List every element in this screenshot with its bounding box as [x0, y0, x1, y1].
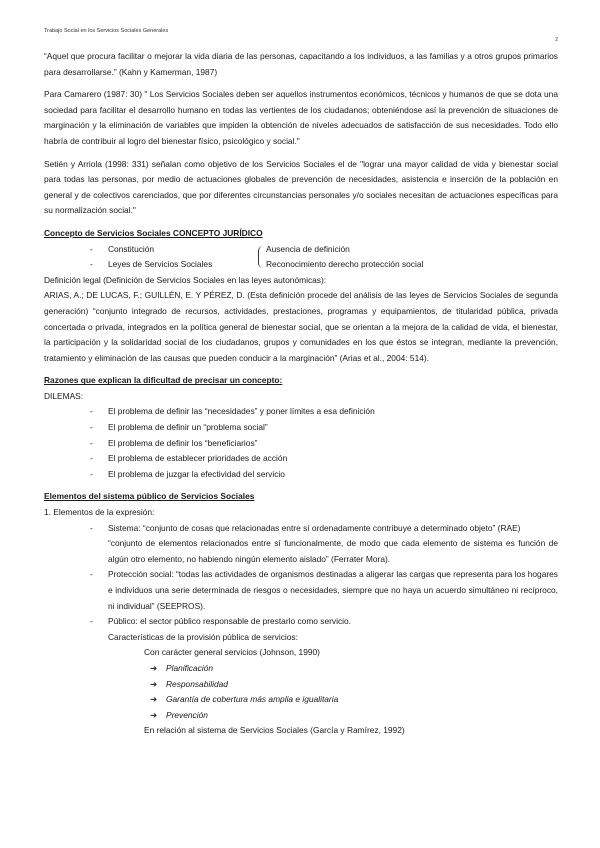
list-item: - El problema de definir los “beneficiarios”	[44, 436, 558, 452]
concepto-right-ausencia: Ausencia de definición	[266, 243, 350, 254]
arrow-right-icon: ➔	[150, 678, 158, 689]
elementos-list	[44, 521, 558, 646]
arrow-right-icon: ➔	[150, 709, 158, 720]
concepto-item-leyes: - Leyes de Servicios Sociales	[44, 257, 254, 273]
sistema-def-rae: Sistema: “conjunto de cosas que relacionadas entre sí ordenadamente contribuye a determinado objeto” (RAE)	[108, 522, 521, 533]
elemento-sistema	[44, 521, 558, 568]
page-number: 2	[555, 37, 558, 43]
list-item: - El problema de juzgar la efectividad del servicio	[44, 467, 558, 483]
publico-text: Público: el sector público responsable de prestarlo como servicio.	[108, 616, 351, 627]
arrow-right-icon: ➔	[150, 662, 158, 673]
paragraph-setien: Setién y Arriola (1998: 331) señalan como objetivo de los Servicios Sociales el de "lograr una mayor calidad de vida y bienestar social para todas las personas, por medio de actuaciones globales de prevención de necesidades, asistencia e inserción de la población en general y de colectivos carenciados, que por diferentes circunstancias personales y/o sociales necesitan de actuaciones específicas para su normalización social."	[44, 158, 558, 216]
dilemas-list	[44, 404, 558, 482]
list-item: ➔ Responsabilidad	[44, 677, 558, 693]
list-item: ➔ Prevención	[44, 708, 558, 724]
paragraph-arias: ARIAS, A.; DE LUCAS, F.; GUILLÉN, E. Y PÉREZ, D. (Esta definición procede del análisis de las leyes de Servicios Sociales de segunda generación) “conjunto integrado de recursos, actividades, prestaciones, programas y equipamientos, de titularidad pública, privada concertada o privada, integrados en la política general de bienestar social, que se orientan a la mejora de la calidad de vida, el bienestar, la participación y la solidaridad social de los ciudadanos, grupos y comunidades en los que éstos se integran, mediante la prevención, tratamiento y eliminación de las causas que pueden conducir a la marginación” (Arias et al., 2004: 514).	[44, 290, 558, 363]
list-item: ➔ Garantía de cobertura más amplia e igualitaria	[44, 692, 558, 708]
elemento-proteccion: - Protección social: “todas las actividades de organismos destinadas a aligerar las cargas que representa para los hogares e individuos una serie determinada de riesgos o necesidades, siempre que no haya un acuerdo simultáneo ni recíproco, ni individual” (SEEPROS).	[44, 567, 558, 614]
garcia-text: En relación al sistema de Servicios Sociales (García y Ramírez, 1992)	[144, 725, 405, 736]
dilemas-label: DILEMAS:	[44, 390, 84, 401]
document-body	[44, 49, 558, 739]
list-item: ➔ Planificación	[44, 661, 558, 677]
johnson-arrow-list	[44, 661, 558, 723]
heading-razones: Razones que explican la dificultad de precisar un concepto:	[44, 375, 283, 386]
paragraph-camarero: Para Camarero (1987: 30) " Los Servicios Sociales deben ser aquellos instrumentos económicos, técnicos y humanos de que se dota una sociedad para facilitar el desarrollo humano en todas las vertientes de los ciudadanos; obteniéndose así la prevención de situaciones de marginación y la eliminación de variables que impiden la obtención de niveles adecuados de satisfacción de sus necesidades. Todo ello habría de contribuir al logro del bienestar físico, psicológico y social."	[44, 89, 558, 146]
list-item: - El problema de establecer prioridades de acción	[44, 451, 558, 467]
brace-icon	[254, 242, 266, 273]
list-item: - El problema de definir las “necesidades” y poner límites a esa definición	[44, 404, 558, 420]
heading-concepto: Concepto de Servicios Sociales CONCEPTO JURÍDICO	[44, 227, 263, 238]
sistema-def-ferrater: “conjunto de elementos relacionados entre sí funcionalmente, de modo que cada elemento de sistema es función de algún otro elemento, no habiendo ningún elemento aislado” (Ferrater Mora).	[108, 538, 558, 564]
running-header: Trabajo Social en los Servicios Sociales Generales	[44, 28, 169, 34]
elementos-sub1: 1. Elementos de la expresión:	[44, 507, 155, 518]
arrow-right-icon: ➔	[150, 694, 158, 705]
concepto-juridico-list	[44, 242, 558, 273]
heading-elementos: Elementos del sistema público de Servicios Sociales	[44, 491, 255, 502]
caracteristicas-text: Características de la provisión pública de servicios:	[108, 631, 298, 642]
list-item: - El problema de definir un “problema social”	[44, 420, 558, 436]
concepto-item-constitucion: - Constitución	[44, 242, 254, 258]
johnson-text: Con carácter general servicios (Johnson, 1990)	[144, 647, 320, 658]
definicion-legal: Definición legal (Definición de Servicios Sociales en las leyes autonómicas):	[44, 274, 327, 285]
quote-kahn: “Aquel que procura facilitar o mejorar la vida diaria de las personas, capacitando a los individuos, a las familias y a otros grupos primarios para desarrollarse.” (Kahn y Kamerman, 1987)	[44, 51, 558, 77]
elemento-publico	[44, 614, 558, 645]
concepto-right-reconocimiento: Reconocimiento derecho protección social	[266, 259, 424, 270]
